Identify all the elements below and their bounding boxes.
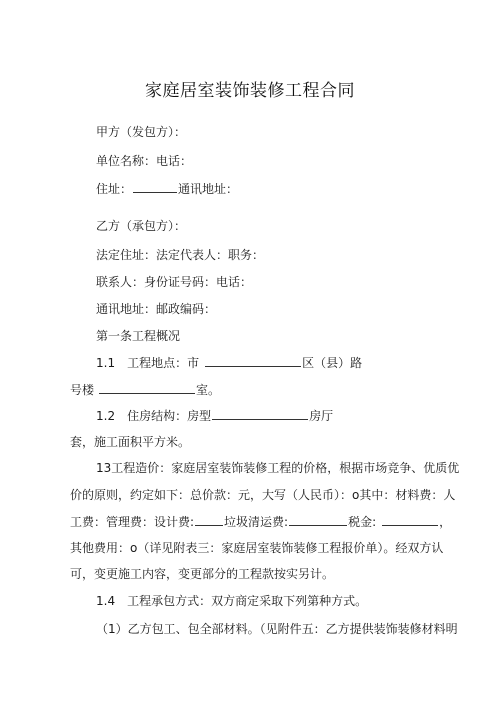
tax-blank: [382, 513, 438, 526]
room-label: 室。: [196, 383, 221, 397]
clause-1-3-line2: 价的原则，约定如下：总价款：元，大写（人民币）：o其中：材料费：人: [70, 488, 456, 502]
party-b-heading: 乙方（承包方）：: [96, 219, 187, 233]
clause-1-3-line5: 可，变更施工内容，变更部分的工程款按实另计。: [70, 567, 335, 581]
room-type-blank: [212, 407, 308, 420]
clause-1-3-line3: [70, 513, 451, 530]
clause-1-2-label: 1.2 住房结构：房型: [96, 409, 212, 423]
building-label: 号楼: [70, 383, 95, 397]
clause-1-1-district: 区（县）路: [302, 356, 363, 370]
address-line: [96, 180, 238, 197]
room-hall-label: 房厅: [309, 409, 334, 423]
clause-1-2-cont: 套，施工面积平方米。: [70, 435, 191, 449]
clause-1-3-line4: 其他费用：o（详见附表三：家庭居室装饰装修工程报价单）。经双方认: [70, 541, 444, 555]
comma: ，: [439, 515, 452, 529]
address-label: 住址：: [96, 182, 133, 196]
garbage-fee-blank: [289, 513, 347, 526]
article-1-heading: 第一条工程概况: [96, 329, 181, 343]
mail-address-label: 通讯地址：: [178, 182, 239, 196]
fees-label: 工费：管理费：设计费:: [70, 515, 195, 529]
mail-address-line: 通讯地址：邮政编码：: [96, 302, 217, 316]
unit-name-line: 单位名称：电话：: [96, 154, 193, 168]
legal-address-line: 法定住址：法定代表人：职务：: [96, 248, 265, 262]
room-blank: [99, 381, 195, 394]
clause-1-2: [96, 407, 333, 424]
clause-1-4-option-1: （1）乙方包工、包全部材料。（见附件五：乙方提供装饰装修材料明: [96, 622, 458, 636]
design-fee-blank: [195, 513, 223, 526]
address-blank: [133, 180, 177, 193]
clause-1-3-line1: 13工程造价：家庭居室装饰装修工程的价格，根据市场竞争、优质优: [96, 461, 460, 475]
city-blank: [205, 354, 301, 367]
clause-1-4: 1.4 工程承包方式：双方商定采取下列第种方式。: [96, 594, 368, 608]
tax-label: 税金:: [348, 515, 377, 529]
contact-line: 联系人：身份证号码：电话：: [96, 275, 253, 289]
party-a-heading: 甲方（发包方）：: [96, 125, 187, 139]
clause-1-1-cont: [70, 381, 220, 398]
document-title: 家庭居室装饰装修工程合同: [145, 81, 355, 101]
clause-1-1: [96, 354, 362, 371]
clause-1-1-label: 1.1 工程地点：市: [96, 356, 200, 370]
garbage-fee-label: 垃圾清运费:: [224, 515, 289, 529]
